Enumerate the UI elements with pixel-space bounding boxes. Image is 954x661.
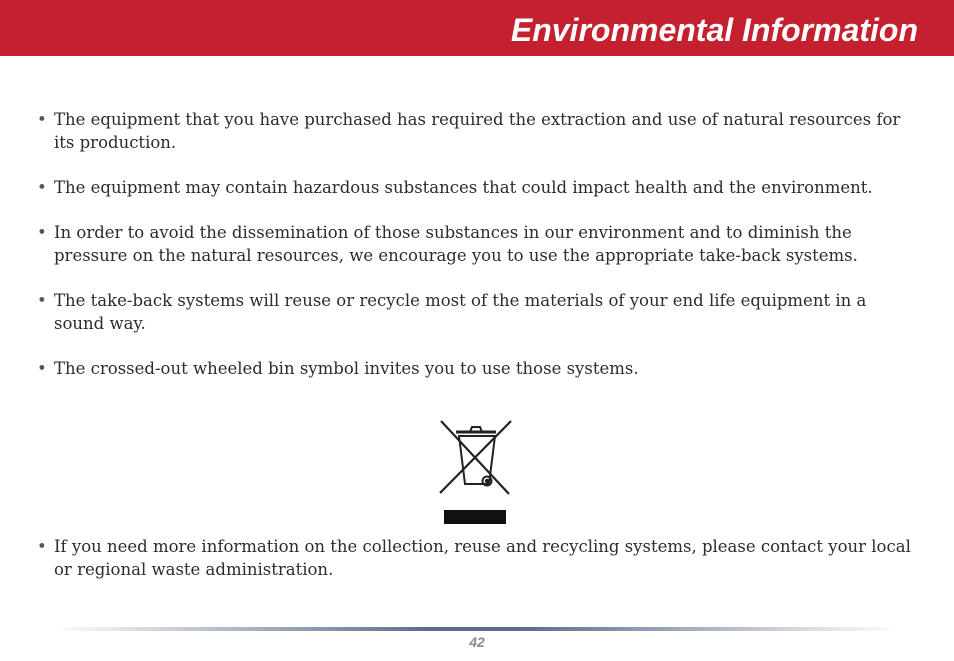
bullet-item: [36, 108, 920, 154]
bullet-item: [36, 221, 920, 267]
bullet-item: [36, 289, 920, 335]
bullet-item: [36, 176, 920, 199]
page-number: 42: [469, 634, 485, 650]
bullet-dot-icon: •: [37, 223, 47, 242]
bullet-text: The equipment may contain hazardous substances that could impact health and the environment.: [54, 178, 873, 197]
bullet-text: The crossed-out wheeled bin symbol invites you to use those systems.: [54, 359, 639, 378]
final-bullet-list: [36, 535, 920, 603]
bullet-text: The equipment that you have purchased has required the extraction and use of natural resources for its production.: [54, 110, 901, 152]
bullet-list: [36, 108, 920, 402]
bullet-dot-icon: •: [37, 359, 47, 378]
bullet-text: The take-back systems will reuse or recycle most of the materials of your end life equipment in a sound way.: [54, 291, 867, 333]
bullet-dot-icon: •: [37, 110, 47, 129]
bullet-text: In order to avoid the dissemination of those substances in our environment and to diminish the pressure on the natural resources, we encourage you to use the appropriate take-back systems.: [54, 223, 858, 265]
bullet-item: [36, 357, 920, 380]
crossed-out-wheeled-bin-icon: [437, 418, 515, 528]
bullet-dot-icon: •: [37, 537, 47, 556]
footer-divider: [50, 627, 900, 631]
bullet-dot-icon: •: [37, 178, 47, 197]
header-bar: [0, 0, 954, 56]
page-title: Environmental Information: [510, 12, 918, 48]
bullet-item: [36, 535, 920, 581]
bullet-text: If you need more information on the collection, reuse and recycling systems, please contact your local or regional waste administration.: [54, 537, 911, 579]
bullet-dot-icon: •: [37, 291, 47, 310]
